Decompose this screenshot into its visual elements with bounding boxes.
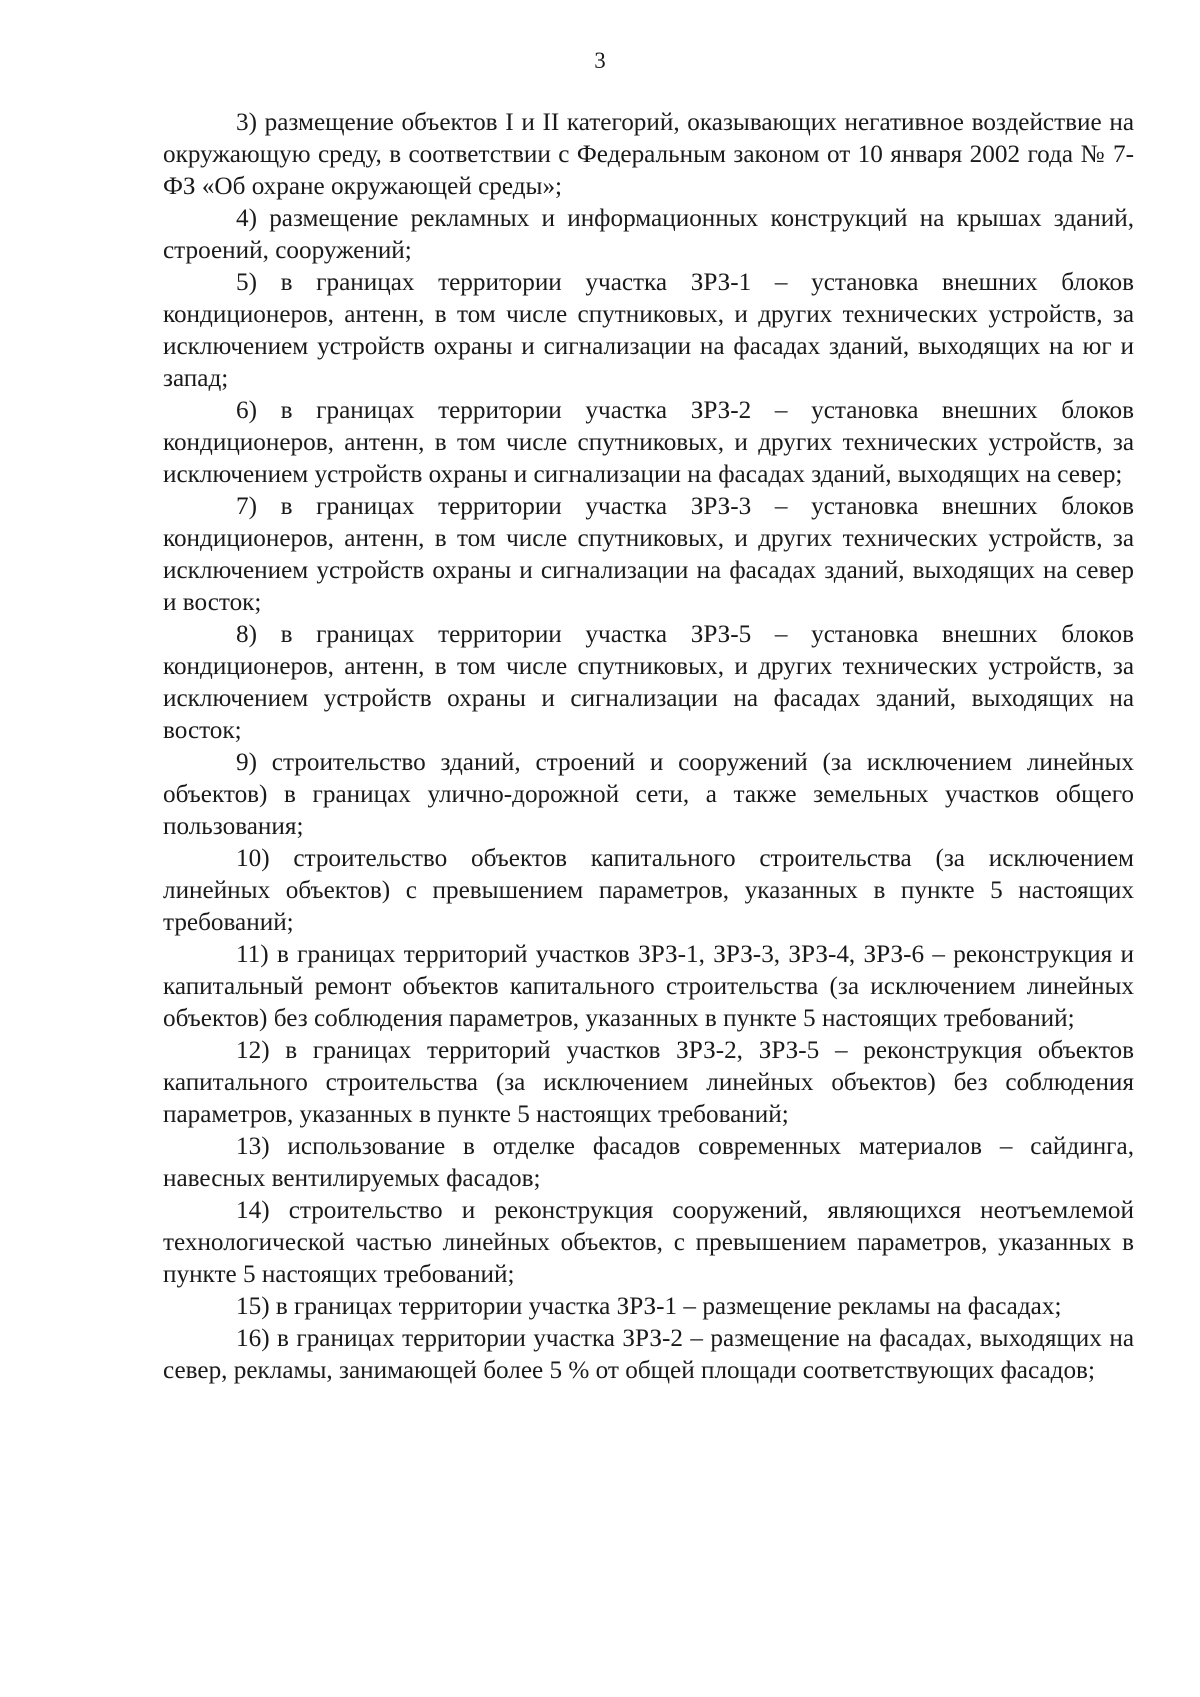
list-item: 10) строительство объектов капитального строительства (за исключением линейных объектов) с превышением параметров, указанных в пункте 5 настоящих требований; [163, 845, 1134, 936]
list-item: 3) размещение объектов I и II категорий, оказывающих негативное воздействие на окружающую среду, в соответствии с Федеральным законом от 10 января 2002 года № 7-ФЗ «Об охране окружающей среды»; [163, 109, 1134, 200]
list-item: 11) в границах территорий участков ЗРЗ-1, ЗРЗ-3, ЗРЗ-4, ЗРЗ-6 – реконструкция и капитальный ремонт объектов капитального строительства (за исключением линейных объектов) без соблюдения параметров, указанных в пункте 5 настоящих требований; [163, 941, 1134, 1032]
list-item: 4) размещение рекламных и информационных конструкций на крышах зданий, строений, сооружений; [163, 205, 1134, 264]
list-item: 14) строительство и реконструкция сооружений, являющихся неотъемлемой технологической частью линейных объектов, с превышением параметров, указанных в пункте 5 настоящих требований; [163, 1197, 1134, 1288]
list-item: 9) строительство зданий, строений и сооружений (за исключением линейных объектов) в границах улично-дорожной сети, а также земельных участков общего пользования; [163, 749, 1134, 840]
list-item: 8) в границах территории участка ЗРЗ-5 – установка внешних блоков кондиционеров, антенн, в том числе спутниковых, и других технических устройств, за исключением устройств охраны и сигнализации на фасадах зданий, выходящих на восток; [163, 621, 1134, 744]
list-item: 6) в границах территории участка ЗРЗ-2 – установка внешних блоков кондиционеров, антенн, в том числе спутниковых, и других технических устройств, за исключением устройств охраны и сигнализации на фасадах зданий, выходящих на север; [163, 397, 1134, 488]
list-item: 15) в границах территории участка ЗРЗ-1 – размещение рекламы на фасадах; [236, 1293, 1062, 1320]
list-item: 12) в границах территорий участков ЗРЗ-2, ЗРЗ-5 – реконструкция объектов капитального строительства (за исключением линейных объектов) без соблюдения параметров, указанных в пункте 5 настоящих требований; [163, 1037, 1134, 1128]
list-item: 13) использование в отделке фасадов современных материалов – сайдинга, навесных вентилируемых фасадов; [163, 1133, 1134, 1192]
document-body [163, 107, 1134, 1387]
list-item: 5) в границах территории участка ЗРЗ-1 – установка внешних блоков кондиционеров, антенн, в том числе спутниковых, и других технических устройств, за исключением устройств охраны и сигнализации на фасадах зданий, выходящих на юг и запад; [163, 269, 1134, 392]
page-number: 3 [594, 48, 606, 73]
list-item: 7) в границах территории участка ЗРЗ-3 – установка внешних блоков кондиционеров, антенн, в том числе спутниковых, и других технических устройств, за исключением устройств охраны и сигнализации на фасадах зданий, выходящих на север и восток; [163, 493, 1134, 616]
list-item: 16) в границах территории участка ЗРЗ-2 – размещение на фасадах, выходящих на север, рекламы, занимающей более 5 % от общей площади соответствующих фасадов; [163, 1325, 1134, 1384]
